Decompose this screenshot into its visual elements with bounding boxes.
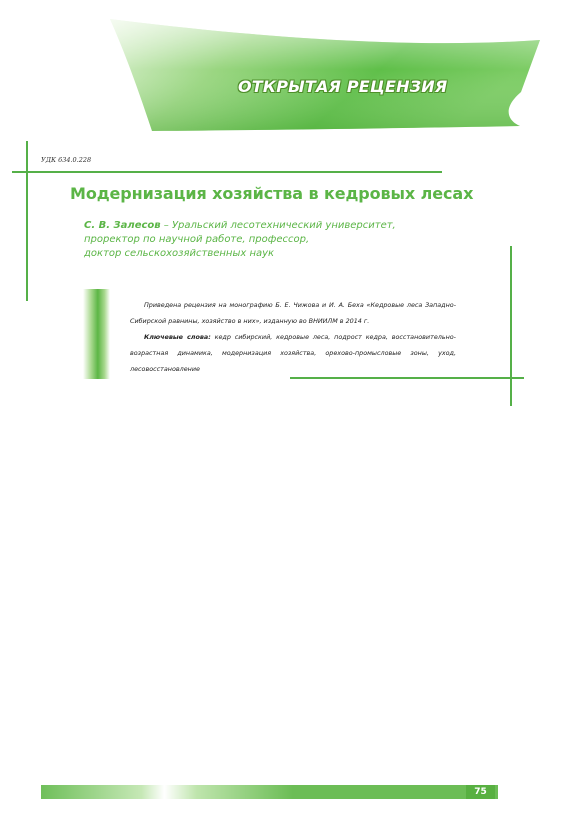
top-horizontal-line [12, 171, 442, 173]
right-vertical-line [510, 246, 512, 406]
author-affiliation-line3: доктор сельскохозяйственных наук [84, 248, 275, 259]
page-number: 75 [466, 785, 495, 799]
right-horizontal-line [290, 377, 524, 379]
left-vertical-line [26, 141, 28, 301]
footer-bar [41, 785, 498, 799]
abstract-text: Приведена рецензия на монографию Б. Е. Чижова и И. А. Беха «Кедровые леса Западно-Сибирской равнины, хозяйство в них», изданную во ВНИИЛМ в 2014 г. [130, 301, 456, 325]
author-block [84, 219, 484, 261]
udk-code: УДК 634.0.228 [41, 156, 92, 164]
article-title: Модернизация хозяйства в кедровых лесах [70, 184, 474, 203]
abstract-accent-bar [83, 289, 110, 379]
keywords-text: кедр сибирский, кедровые леса, подрост кедра, восстановительно-возрастная динамика, модернизация хозяйства, орехово-промысловые зоны, уход, лесовосстановление [130, 333, 456, 373]
section-title: ОТКРЫТАЯ РЕЦЕНЗИЯ [238, 77, 448, 96]
author-name: С. В. Залесов [84, 220, 161, 231]
author-affiliation-line1: – Уральский лесотехнический университет, [160, 220, 396, 231]
author-affiliation-line2: проректор по научной работе, профессор, [84, 234, 310, 245]
keywords-label: Ключевые слова: [144, 333, 211, 341]
header-banner [0, 0, 580, 140]
keywords [130, 329, 456, 377]
abstract [130, 297, 456, 377]
